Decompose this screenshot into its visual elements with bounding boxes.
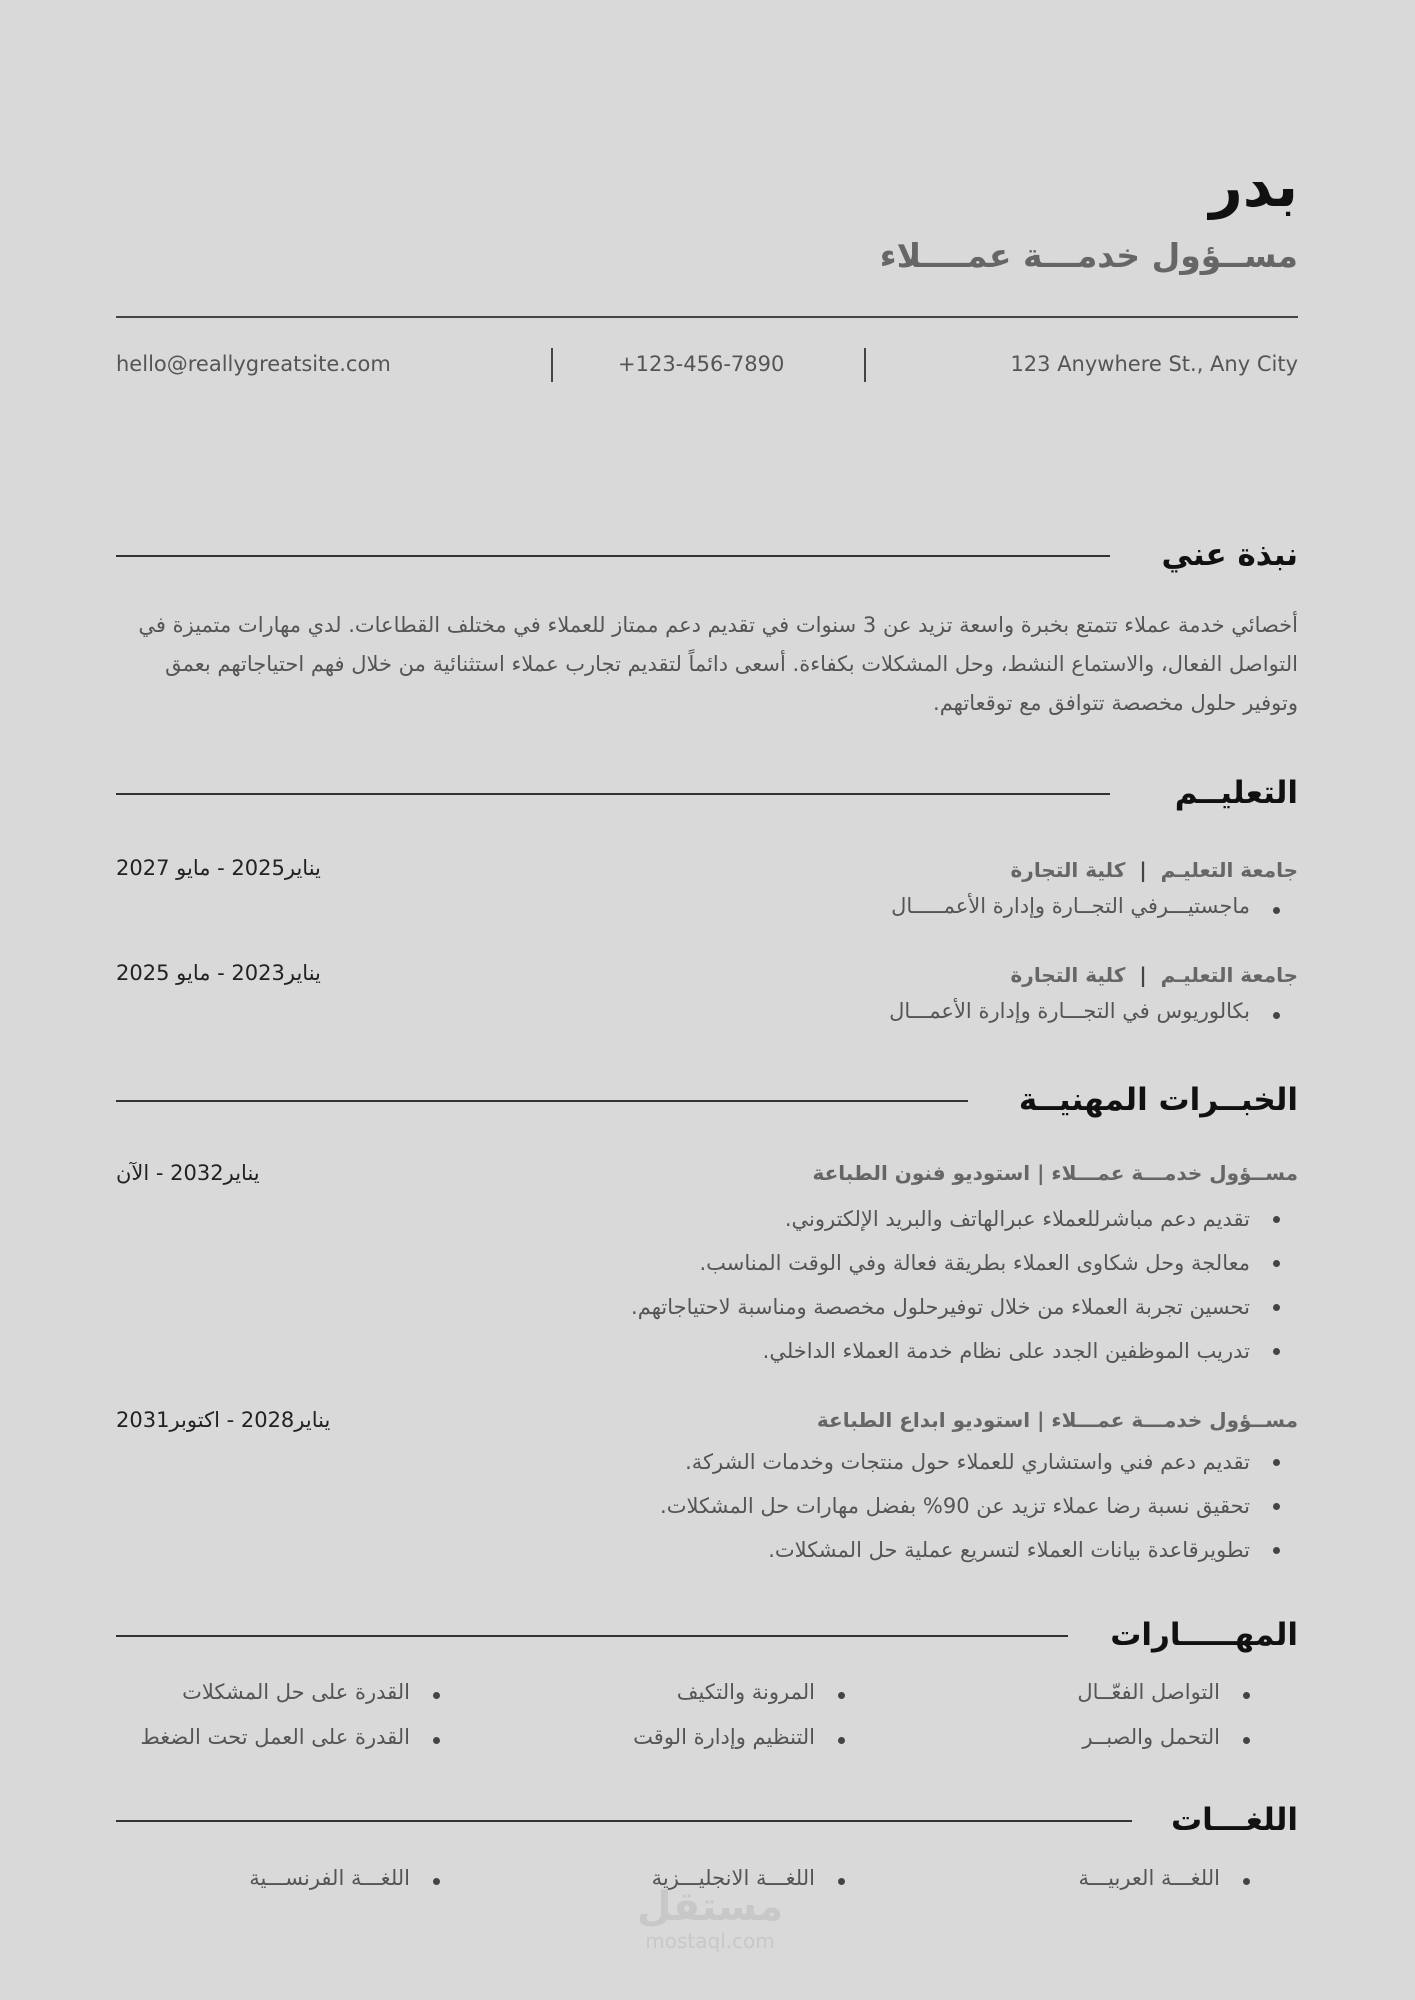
resume-page xyxy=(116,0,1298,2000)
contact-separator xyxy=(864,348,866,382)
experience-bullet: معالجة وحل شكاوى العملاء بطريقة فعالة وفي الوقت المناسب. xyxy=(631,1241,1250,1285)
experience-bullets xyxy=(660,1440,1298,1572)
experience-heading: الخبــرات المهنيــة xyxy=(1018,1082,1298,1118)
education-date: يناير2025 - مايو 2027 xyxy=(116,856,321,880)
experience-date: يناير2032 - الآن xyxy=(116,1161,260,1185)
about-heading: نبذة عني xyxy=(1161,537,1298,573)
language-item: اللغـــة الانجليـــزية xyxy=(652,1866,845,1890)
watermark-arabic: مستقل xyxy=(636,1884,784,1930)
candidate-role: مســؤول خدمـــة عمــــلاء xyxy=(879,236,1298,275)
candidate-name: بدر xyxy=(1209,152,1298,220)
contact-email: hello@reallygreatsite.com xyxy=(116,352,391,376)
experience-bullet: تقديم دعم مباشرللعملاء عبرالهاتف والبريد الإلكتروني. xyxy=(631,1197,1250,1241)
experience-bullet: تحقيق نسبة رضا عملاء تزيد عن 90% بفضل مهارات حل المشكلات. xyxy=(660,1484,1250,1528)
contact-phone: +123-456-7890 xyxy=(618,352,785,376)
skill-item: التنظيم وإدارة الوقت xyxy=(633,1725,845,1749)
section-rule xyxy=(116,1100,968,1102)
education-heading: التعليــم xyxy=(1174,775,1298,811)
language-item: اللغـــة الفرنســـية xyxy=(249,1866,440,1890)
experience-bullet: تدريب الموظفين الجدد على نظام خدمة العملاء الداخلي. xyxy=(631,1329,1250,1373)
education-details xyxy=(891,888,1298,924)
college-name: كلية التجارة xyxy=(1010,963,1126,987)
about-text: أخصائي خدمة عملاء تتمتع بخبرة واسعة تزيد عن 3 سنوات في تقديم دعم ممتاز للعملاء في مختلف القطاعات. لدي مهارات متميزة في التواصل الفعال، والاستماع النشط، وحل المشكلات بكفاءة. أسعى دائماً لتقديم تجارب عملاء استثنائية من خلال فهم احتياجاتهم بعمق وتوفير حلول مخصصة تتوافق مع توقعاتهم. xyxy=(138,613,1298,715)
header-divider xyxy=(116,316,1298,318)
languages-heading: اللغـــات xyxy=(1171,1802,1298,1838)
education-details xyxy=(889,993,1298,1029)
education-entry-title: جامعة التعليـم|كلية التجارة xyxy=(1010,858,1298,882)
language-item: اللغـــة العربيـــة xyxy=(1078,1866,1250,1890)
contact-separator xyxy=(551,348,553,382)
university-name: جامعة التعليـم xyxy=(1160,858,1298,882)
watermark-logo xyxy=(620,1885,800,1953)
experience-bullet: تقديم دعم فني واستشاري للعملاء حول منتجات وخدمات الشركة. xyxy=(660,1440,1250,1484)
skill-item: القدرة على العمل تحت الضغط xyxy=(140,1725,440,1749)
skills-heading: المهـــــارات xyxy=(1110,1617,1298,1653)
skill-item: المرونة والتكيف xyxy=(677,1680,845,1704)
languages-section-header xyxy=(116,1795,1298,1845)
section-rule xyxy=(116,1820,1132,1822)
experience-entry-title: مســؤول خدمـــة عمـــلاء | استوديو فنون الطباعة xyxy=(812,1161,1298,1185)
degree-item: ماجستيـــرفي التجــارة وإدارة الأعمـــــال xyxy=(891,888,1250,924)
experience-bullets xyxy=(631,1197,1298,1373)
experience-bullet: تطويرقاعدة بيانات العملاء لتسريع عملية حل المشكلات. xyxy=(660,1528,1250,1572)
college-name: كلية التجارة xyxy=(1010,858,1126,882)
experience-date: يناير2028 - اكتوبر2031 xyxy=(116,1408,331,1432)
watermark-latin: mostaql.com xyxy=(645,1929,775,1953)
skill-item: القدرة على حل المشكلات xyxy=(182,1680,440,1704)
about-section-header xyxy=(116,530,1298,580)
education-date: يناير2023 - مايو 2025 xyxy=(116,961,321,985)
skills-section-header xyxy=(116,1610,1298,1660)
contact-row xyxy=(116,344,1298,384)
education-section-header xyxy=(116,768,1298,818)
skill-item: التواصل الفعّــال xyxy=(1077,1680,1250,1704)
section-rule xyxy=(116,793,1110,795)
degree-item: بكالوريوس في التجـــارة وإدارة الأعمـــال xyxy=(889,993,1250,1029)
section-rule xyxy=(116,555,1110,557)
experience-entry-title: مســؤول خدمـــة عمـــلاء | استوديو ابداع الطباعة xyxy=(816,1408,1298,1432)
experience-bullet: تحسين تجربة العملاء من خلال توفيرحلول مخصصة ومناسبة لاحتياجاتهم. xyxy=(631,1285,1250,1329)
section-rule xyxy=(116,1635,1068,1637)
contact-address: 123 Anywhere St., Any City xyxy=(1010,352,1298,376)
experience-section-header xyxy=(116,1075,1298,1125)
skill-item: التحمل والصبــر xyxy=(1082,1725,1250,1749)
university-name: جامعة التعليـم xyxy=(1160,963,1298,987)
education-entry-title: جامعة التعليـم|كلية التجارة xyxy=(1010,963,1298,987)
